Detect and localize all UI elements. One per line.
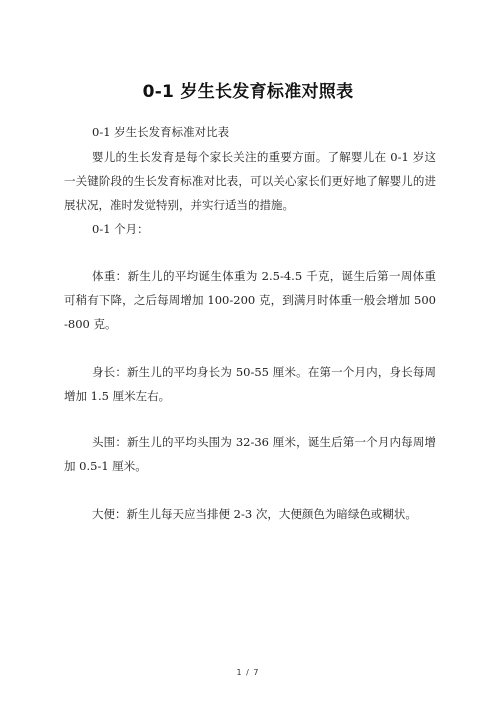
paragraph-stool: 大便：新生儿每天应当排便 2-3 次，大便颜色为暗绿色或糊状。 [92,507,417,521]
page-title: 0-1 岁生长发育标准对照表 [142,82,354,102]
paragraph-head-circumference: 头围：新生儿的平均头围为 32-36 厘米，诞生后第一个月内每周增加 0.5-1 厘米。 [64,435,436,473]
paragraph-length: 身长：新生儿的平均身长为 50-55 厘米。在第一个月内，身长每周增加 1.5 厘米左右。 [64,365,436,403]
paragraph-intro: 婴儿的生长发育是每个家长关注的重要方面。了解婴儿在 0-1 岁这一关键阶段的生长发育标准对比表，可以关心家长们更好地了解婴儿的进展状况，准时发觉特别，并实行适当的措施。 [64,150,436,212]
paragraph-subtitle: 0-1 岁生长发育标准对比表 [92,125,230,139]
paragraph-weight: 体重：新生儿的平均诞生体重为 2.5-4.5 千克，诞生后第一周体重可稍有下降，之后每周增加 100-200 克，到满月时体重一般会增加 500-800 克。 [64,269,436,331]
paragraph-age-range: 0-1 个月： [92,222,149,236]
page-indicator: 1 / 7 [236,668,260,677]
